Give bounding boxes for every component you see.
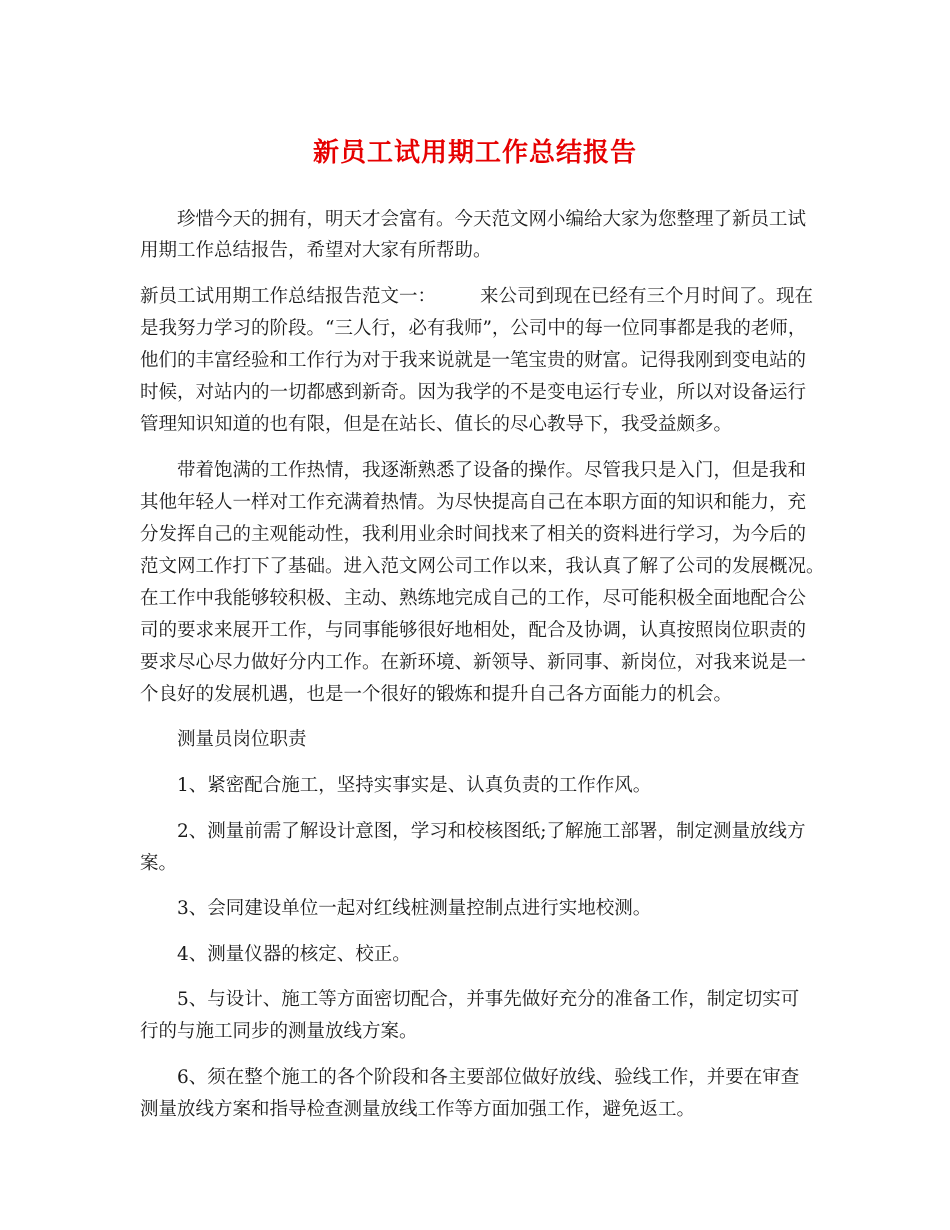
list-item: 6、须在整个施工的各个阶段和各主要部位做好放线、验线工作，并要在审查 [177,1067,800,1088]
paragraph-line: 分发挥自己的主观能动性，我利用业余时间找来了相关的资料进行学习，为今后的 [140,524,807,545]
paragraph-line [140,285,813,309]
paragraph-line: 管理知识知道的也有限，但是在站长、值长的尽心教导下，我受益颇多。 [140,414,733,435]
list-item: 3、会同建设单位一起对红线桩测量控制点进行实地校测。 [177,898,652,919]
section-heading: 新员工试用期工作总结报告范文一： [140,286,437,307]
list-item-continuation: 案。 [140,853,178,874]
paragraph-line: 司的要求来展开工作，与同事能够很好地相处，配合及协调，认真按照岗位职责的 [140,620,807,641]
list-item: 2、测量前需了解设计意图，学习和校核图纸;了解施工部署，制定测量放线方 [177,821,806,842]
paragraph-line: 范文网工作打下了基础。进入范文网公司工作以来，我认真了解了公司的发展概况。 [140,556,825,577]
list-item: 5、与设计、施工等方面密切配合，并事先做好充分的准备工作，制定切实可 [177,989,800,1010]
paragraph-line: 时候，对站内的一切都感到新奇。因为我学的不是变电运行专业，所以对设备运行 [140,382,807,403]
paragraph-line: 用期工作总结报告，希望对大家有所帮助。 [140,240,492,261]
paragraph-line: 珍惜今天的拥有，明天才会富有。今天范文网小编给大家为您整理了新员工试 [177,209,807,230]
list-item-continuation: 行的与施工同步的测量放线方案。 [140,1021,418,1042]
list-item-continuation: 测量放线方案和指导检查测量放线工作等方面加强工作，避免返工。 [140,1099,696,1120]
paragraph-line: 要求尽心尽力做好分内工作。在新环境、新领导、新同事、新岗位，对我来说是一 [140,652,807,673]
paragraph-line: 他们的丰富经验和工作行为对于我来说就是一笔宝贵的财富。记得我刚到变电站的 [140,350,807,371]
section-heading: 测量员岗位职责 [177,729,307,750]
list-item: 1、紧密配合施工，坚持实事实是、认真负责的工作作风。 [177,775,652,796]
paragraph-line: 个良好的发展机遇，也是一个很好的锻炼和提升自己各方面能力的机会。 [140,684,733,705]
paragraph-line: 带着饱满的工作热情，我逐渐熟悉了设备的操作。尽管我只是入门，但是我和 [177,460,807,481]
paragraph-text: 来公司到现在已经有三个月时间了。现在 [480,286,814,307]
list-item: 4、测量仪器的核定、校正。 [177,944,411,965]
document-title: 新员工试用期工作总结报告 [312,138,637,168]
paragraph-line: 是我努力学习的阶段。“三人行，必有我师”，公司中的每一位同事都是我的老师， [140,318,807,339]
paragraph-line: 其他年轻人一样对工作充满着热情。为尽快提高自己在本职方面的知识和能力，充 [140,492,807,513]
paragraph-line: 在工作中我能够较积极、主动、熟练地完成自己的工作，尽可能积极全面地配合公 [140,588,807,609]
